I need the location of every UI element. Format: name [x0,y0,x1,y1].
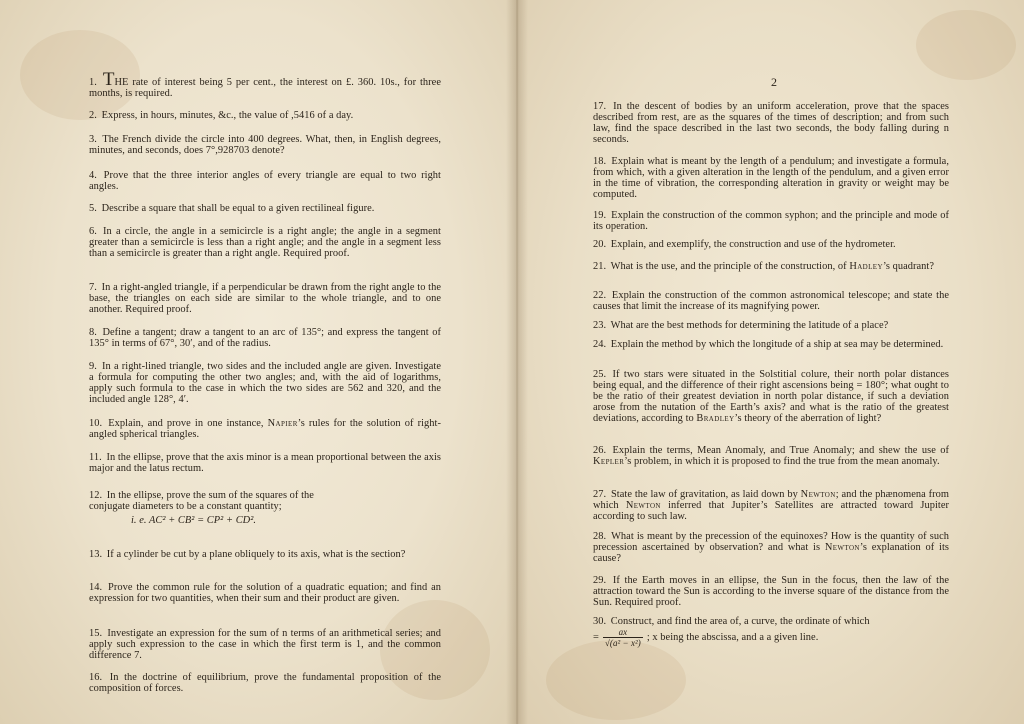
question-30: 30. Construct, and find the area of, a curve, the ordinate of which = $\frac{ax}{\text{√(a² − x²)}}$ ; x being the abscissa, and a a given line. [593,616,870,648]
question-18: 18. Explain what is meant by the length of a pendulum; and investigate a formula, from which, with a given alteration in the length of the pendulum, and a given error in the time of vibration, the corresponding alteration in gravity or weight may be computed. [593,156,949,200]
question-5: 5. Describe a square that shall be equal to a given rectilineal figure. [89,203,375,214]
question-28: 28. What is meant by the precession of the equinoxes? How is the quantity of such precession ascertained by observation? and what is Newton’s explanation of its cause? [593,531,949,564]
question-2: 2. Express, in hours, minutes, &c., the value of ,5416 of a day. [89,110,354,121]
question-17: 17. In the descent of bodies by an uniform acceleration, prove that the spaces described from rest, are as the squares of the times of description; and from such law, find the space described in the last two seconds, the body falling during n seconds. [593,101,949,145]
question-3: 3. The French divide the circle into 400 degrees. What, then, in English degrees, minutes, and seconds, does 7°,928703 denote? [89,134,441,156]
question-11: 11. In the ellipse, prove that the axis minor is a mean proportional between the axis major and the latus rectum. [89,452,442,474]
question-15: 15. Investigate an expression for the sum of n terms of an arithmetical series; and apply such expression to the case in which the first term is 1, and the common difference 7. [89,628,441,661]
question-4: 4. Prove that the three interior angles of every triangle are equal to two right angles. [89,170,441,192]
right-page [516,0,1024,724]
question-24: 24. Explain the method by which the longitude of a ship at sea may be determined. [593,339,944,350]
question-19: 19. Explain the construction of the common syphon; and the principle and mode of its operation. [593,210,949,232]
question-26: 26. Explain the terms, Mean Anomaly, and True Anomaly; and shew the use of Kepler’s problem, in which it is proposed to find the true from the mean anomaly. [593,445,949,467]
question-14: 14. Prove the common rule for the solution of a quadratic equation; and find an expression for two quantities, when their sum and their product are given. [89,582,441,604]
question-25: 25. If two stars were situated in the Solstitial colure, their north polar distances being equal, and the difference of their right ascensions being = 180°; what ought to be the ratio of their greatest deviation in north polar distance, if such a deviation arose from the nutation of the Earth’s axis? and what is the ratio of the greatest deviations, according to Bradley’s theory of the aberration of light? [593,369,949,424]
question-20: 20. Explain, and exemplify, the construction and use of the hydrometer. [593,239,896,250]
question-29: 29. If the Earth moves in an ellipse, the Sun in the focus, then the law of the attraction toward the Sun is according to the inverse square of the distance from the Sun. Required proof. [593,575,949,608]
question-16: 16. In the doctrine of equilibrium, prove the fundamental proposition of the composition of forces. [89,672,441,694]
question-13: 13. If a cylinder be cut by a plane obliquely to its axis, what is the section? [89,549,406,560]
book-gutter [506,0,528,724]
question-27: 27. State the law of gravitation, as laid down by Newton; and the phænomena from which Newton inferred that Jupiter’s Satellites are attracted toward Jupiter according to such law. [593,489,949,522]
question-21: 21. What is the use, and the principle of the construction, of Hadley’s quadrant? [593,261,935,272]
page-number: 2 [771,75,777,89]
fraction-ordinate: $\frac{ax}{\text{√(a² − x²)}}$ [604,627,641,648]
question-22: 22. Explain the construction of the common astronomical telescope; and state the causes that limit the increase of its magnifying power. [593,290,949,312]
question-6: 6. In a circle, the angle in a semicircle is a right angle; the angle in a segment greater than a semicircle is less than a right angle; and the angle in a segment less than a semicircle is greater than a right angle. Required proof. [89,226,441,259]
question-10: 10. Explain, and prove in one instance, Napier’s rules for the solution of right-angled spherical triangles. [89,418,441,440]
question-1: 1. THE rate of interest being 5 per cent., the interest on £. 360. 10s., for three months, is required. [89,69,441,99]
question-8: 8. Define a tangent; draw a tangent to an arc of 135°; and express the tangent of 135° in terms of 67°, 30′, and of the radius. [89,327,441,349]
question-12: 12. In the ellipse, prove the sum of the squares of the conjugate diameters to be a constant quantity; i. e. AC² + CB² = CP² + CD². [89,490,329,526]
formula-conjugate-diameters: i. e. AC² + CB² = CP² + CD². [131,515,257,526]
question-23: 23. What are the best methods for determining the latitude of a place? [593,320,889,331]
question-7: 7. In a right-angled triangle, if a perpendicular be drawn from the right angle to the base, the triangles on each side are similar to the whole triangle, and to one another. Required proof. [89,282,441,315]
question-9: 9. In a right-lined triangle, two sides and the included angle are given. Investigate a formula for computing the other two angles; and, with the aid of logarithms, apply such formula to the case in which the two sides are 562 and 320, and the included angle 128°, 4′. [89,361,441,405]
